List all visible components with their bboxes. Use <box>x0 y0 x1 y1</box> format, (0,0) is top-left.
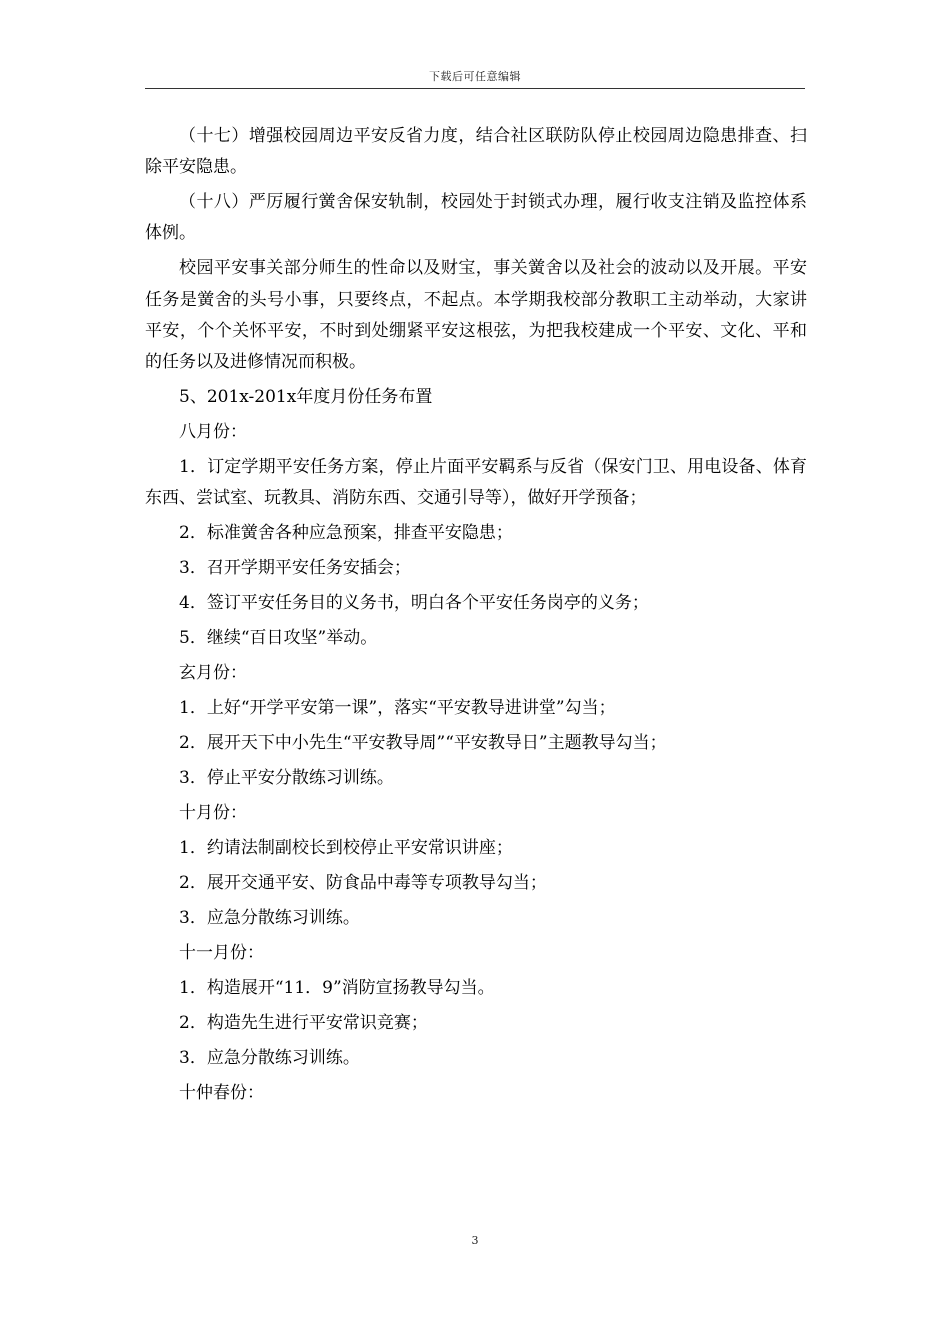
list-item: 2．标准黉舍各种应急预案，排查平安隐患； <box>179 523 513 544</box>
list-item: 3．停止平安分散练习训练。 <box>179 768 394 789</box>
list-item: 2．展开天下中小先生“平安教导周”“平安教导日”主题教导勾当； <box>179 733 667 754</box>
document-body <box>145 121 807 1109</box>
paragraph: （十八）严厉履行黉舍保安轨制，校园处于封锁式办理，履行收支注销及监控体系体例。 <box>145 192 807 244</box>
page-number: 3 <box>471 1234 479 1247</box>
list-item: 4．签订平安任务目的义务书，明白各个平安任务岗亭的义务； <box>179 593 649 614</box>
month-heading: 十一月份： <box>179 943 264 964</box>
list-item: 3．召开学期平安任务安插会； <box>179 558 411 579</box>
list-item: 1．订定学期平安任务方案，停止片面平安羁系与反省（保安门卫、用电设备、体育东西、尝试室、玩教具、消防东西、交通引导等），做好开学预备； <box>145 457 807 509</box>
list-item: 5．继续“百日攻坚”举动。 <box>179 628 378 649</box>
month-heading: 十仲春份： <box>179 1083 264 1104</box>
header-divider <box>145 88 805 89</box>
page-header: 下载后可任意编辑 <box>429 70 521 83</box>
month-heading: 玄月份： <box>179 663 247 684</box>
paragraph: 校园平安事关部分师生的性命以及财宝，事关黉舍以及社会的波动以及开展。平安任务是黉舍的头号小事，只要终点，不起点。本学期我校部分教职工主动举动，大家讲平安，个个关怀平安，不时到处绷紧平安这根弦，为把我校建成一个平安、文化、平和的任务以及进修情况而积极。 <box>145 258 807 373</box>
section-heading: 5、201x-201x年度月份任务布置 <box>179 387 433 408</box>
list-item: 1．构造展开“11．9”消防宣扬教导勾当。 <box>179 978 495 999</box>
list-item: 3．应急分散练习训练。 <box>179 1048 360 1069</box>
list-item: 1．约请法制副校长到校停止平安常识讲座； <box>179 838 513 859</box>
list-item: 2．构造先生进行平安常识竞赛； <box>179 1013 428 1034</box>
paragraph: （十七）增强校园周边平安反省力度，结合社区联防队停止校园周边隐患排查、扫除平安隐患。 <box>145 126 807 178</box>
month-heading: 十月份： <box>179 803 247 824</box>
list-item: 1．上好“开学平安第一课”，落实“平安教导进讲堂”勾当； <box>179 698 616 719</box>
list-item: 3．应急分散练习训练。 <box>179 908 360 929</box>
list-item: 2．展开交通平安、防食品中毒等专项教导勾当； <box>179 873 547 894</box>
month-heading: 八月份： <box>179 422 247 443</box>
